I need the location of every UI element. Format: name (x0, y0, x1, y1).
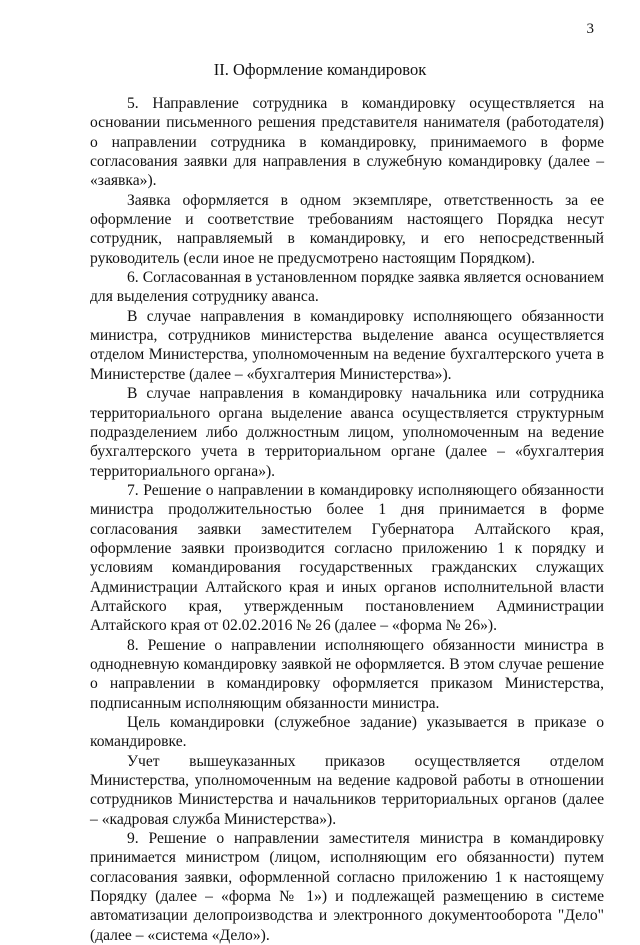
paragraph-7: 8. Решение о направлении исполняющего обязанности министра в однодневную командировку заявкой не оформляется. В этом случае решение о направлении в командировку оформляется приказом Министерства, подписанным исполняющим обязанности министра. (90, 636, 604, 712)
paragraph-1: 5. Направление сотрудника в командировку осуществляется на основании письменного решения представителя нанимателя (работодателя) о направлении сотрудника в командировку, принимаемого в форме согласования заявки для направления в служебную командировку (далее – «заявка»). (90, 95, 604, 190)
paragraph-8: Цель командировки (служебное задание) указывается в приказе о командировке. (90, 714, 604, 751)
paragraph-2: Заявка оформляется в одном экземпляре, ответственность за ее оформление и соответствие требованиям настоящего Порядка несут сотрудник, направляемый в командировку, и его непосредственный руководитель (если иное не предусмотрено настоящим Порядком). (90, 191, 604, 267)
paragraph-3: 6. Согласованная в установленном порядке заявка является основанием для выделения сотруднику аванса. (90, 269, 604, 306)
paragraph-4: В случае направления в командировку исполняющего обязанности министра, сотрудников министерства выделение аванса осуществляется отделом Министерства, уполномоченным на ведение бухгалтерского учета в Министерстве (далее – «бухгалтерия Министерства»). (90, 307, 604, 383)
paragraph-10: 9. Решение о направлении заместителя министра в командировку принимается министром (лицом, исполняющим его обязанности) путем согласования заявки, оформленной согласно приложению 1 к настоящему Порядку (далее – «форма № 1») и подлежащей размещению в системе автоматизации делопроизводства и электронного документооборота "Дело" (далее – «система «Дело»). (90, 830, 604, 944)
section-title: II. Оформление командировок (213, 60, 427, 79)
paragraph-6: 7. Решение о направлении в командировку исполняющего обязанности министра продолжительностью более 1 дня принимается в форме согласования заявки заместителем Губернатора Алтайского края, оформление заявки производится согласно приложению 1 к порядку и условиям командирования государственных гражданских служащих Администрации Алтайского края и иных органов исполнительной власти Алтайского края, утвержденным постановлением Администрации Алтайского края от 02.02.2016 № 26 (далее – «форма № 26»). (90, 481, 604, 635)
paragraph-9: Учет вышеуказанных приказов осуществляется отделом Министерства, уполномоченным на ведение кадровой работы в отношении сотрудников Министерства и начальников территориальных органов (далее – «кадровая служба Министерства»). (90, 752, 604, 828)
page-number: 3 (586, 21, 594, 37)
paragraph-5: В случае направления в командировку начальника или сотрудника территориального органа выделение аванса осуществляется структурным подразделением либо должностным лицом, уполномоченным на ведение бухгалтерского учета в территориальном органе (далее – «бухгалтерия территориального органа»). (90, 385, 604, 480)
document-body (90, 94, 604, 945)
